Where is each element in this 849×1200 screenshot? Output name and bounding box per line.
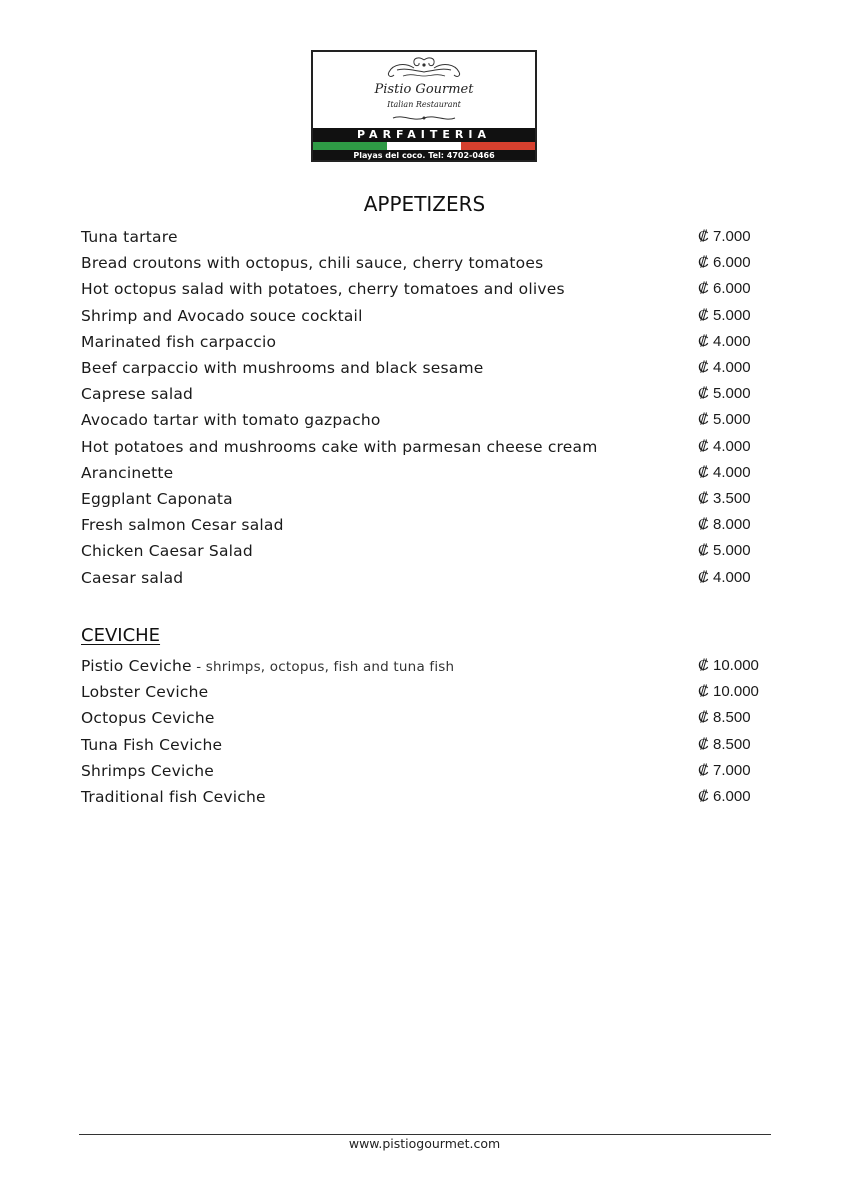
menu-item-name [81, 569, 183, 587]
menu-item-title: Traditional fish Ceviche [81, 788, 266, 806]
menu-item-price: ₡ 8.500 [698, 709, 751, 727]
menu-item [81, 736, 761, 758]
flag-red [461, 142, 535, 150]
menu-item-title: Shrimp and Avocado souce cocktail [81, 306, 363, 325]
menu-item-price: ₡ 4.000 [698, 568, 751, 586]
menu-item-title: Caprese salad [81, 385, 194, 404]
menu-item-price: ₡ 10.000 [698, 657, 759, 674]
menu-item [81, 411, 761, 433]
menu-item-title: Octopus Ceviche [81, 709, 215, 728]
menu-item-price: ₡ 7.000 [698, 228, 751, 245]
menu-item-title: Hot potatoes and mushrooms cake with parmesan cheese cream [81, 437, 598, 456]
logo-subtitle: Italian Restaurant [387, 100, 461, 109]
menu-item-name [81, 736, 222, 754]
menu-item [81, 762, 761, 784]
menu-item-price: ₡ 4.000 [698, 359, 751, 376]
appetizers-title: APPETIZERS [363, 192, 486, 216]
menu-item [81, 464, 761, 486]
menu-item [81, 490, 761, 512]
menu-item-title: Chicken Caesar Salad [81, 542, 253, 561]
menu-item-title: Eggplant Caponata [81, 490, 233, 508]
menu-item-name [81, 411, 381, 429]
menu-item-name [81, 254, 543, 272]
ornament-icon [383, 56, 465, 84]
menu-item-price: ₡ 8.000 [698, 516, 751, 534]
menu-item [81, 359, 761, 381]
menu-item-price: ₡ 6.000 [698, 254, 751, 272]
flag-white [387, 142, 461, 150]
menu-item-price: ₡ 6.000 [698, 280, 751, 298]
menu-item-price: ₡ 8.500 [698, 735, 751, 753]
menu-item-name [81, 709, 215, 727]
menu-item-name [81, 307, 363, 325]
menu-item-price: ₡ 4.000 [698, 463, 751, 481]
italian-flag-stripe [313, 142, 535, 150]
menu-item [81, 542, 761, 564]
menu-item [81, 709, 761, 731]
menu-item [81, 569, 761, 591]
menu-item-name [81, 385, 193, 403]
footer-divider [79, 1134, 771, 1135]
menu-item-name [81, 438, 598, 456]
menu-item-price: ₡ 4.000 [698, 437, 751, 455]
logo-name: Pistio Gourmet [374, 82, 474, 97]
menu-item-price: ₡ 5.000 [698, 385, 751, 403]
menu-item-price: ₡ 5.000 [698, 542, 751, 560]
menu-item-name [81, 464, 173, 482]
menu-item [81, 280, 761, 302]
menu-item-title: Avocado tartar with tomato gazpacho [81, 411, 381, 430]
menu-item-price: ₡ 6.000 [698, 788, 751, 805]
menu-item-title: Hot octopus salad with potatoes, cherry tomatoes and olives [81, 280, 565, 299]
menu-item-name [81, 333, 276, 351]
logo-contact: Playas del coco. Tel: 4702-0466 [313, 150, 535, 162]
footer-url: www.pistiogourmet.com [348, 1136, 501, 1151]
menu-item-name [81, 788, 266, 806]
menu-item-title: Pistio Ceviche [81, 657, 192, 675]
menu-item-price: ₡ 5.000 [698, 306, 751, 324]
menu-item-title: Tuna Fish Ceviche [81, 735, 223, 754]
menu-item-title: Shrimps Ceviche [81, 761, 215, 780]
flag-green [313, 142, 387, 150]
menu-item-name [81, 359, 484, 377]
menu-item-title: Marinated fish carpaccio [81, 332, 277, 351]
menu-item-name [81, 280, 565, 298]
menu-item-title: Lobster Ceviche [81, 683, 209, 702]
menu-item [81, 683, 761, 705]
menu-item [81, 657, 761, 679]
menu-item-name [81, 683, 208, 701]
menu-item-price: ₡ 10.000 [698, 683, 759, 701]
menu-item-description: - shrimps, octopus, fish and tuna fish [191, 659, 455, 675]
menu-item [81, 254, 761, 276]
menu-item-name [81, 228, 178, 246]
menu-item-price: ₡ 3.500 [698, 490, 751, 507]
menu-item-name [81, 542, 253, 560]
menu-item-price: ₡ 5.000 [698, 411, 751, 429]
restaurant-logo [311, 50, 537, 162]
logo-band: PARFAITERIA [313, 128, 535, 142]
menu-item [81, 385, 761, 407]
menu-item-name [81, 762, 214, 780]
menu-item [81, 333, 761, 355]
menu-item-title: Bread croutons with octopus, chili sauce, cherry tomatoes [81, 254, 544, 273]
menu-item [81, 228, 761, 250]
menu-item-price: ₡ 4.000 [698, 332, 751, 350]
menu-item-title: Caesar salad [81, 568, 184, 587]
menu-item-price: ₡ 7.000 [698, 761, 751, 779]
ornament-divider-icon [391, 112, 457, 124]
menu-item-title: Arancinette [81, 463, 174, 482]
menu-item-name [81, 490, 233, 508]
menu-item [81, 438, 761, 460]
menu-item [81, 788, 761, 810]
menu-item-title: Tuna tartare [81, 228, 178, 246]
menu-item [81, 516, 761, 538]
menu-item-name [81, 657, 454, 675]
menu-item-title: Fresh salmon Cesar salad [81, 516, 284, 535]
menu-item-title: Beef carpaccio with mushrooms and black sesame [81, 359, 484, 377]
ceviche-title: CEVICHE [81, 625, 161, 646]
menu-item [81, 307, 761, 329]
menu-item-name [81, 516, 284, 534]
